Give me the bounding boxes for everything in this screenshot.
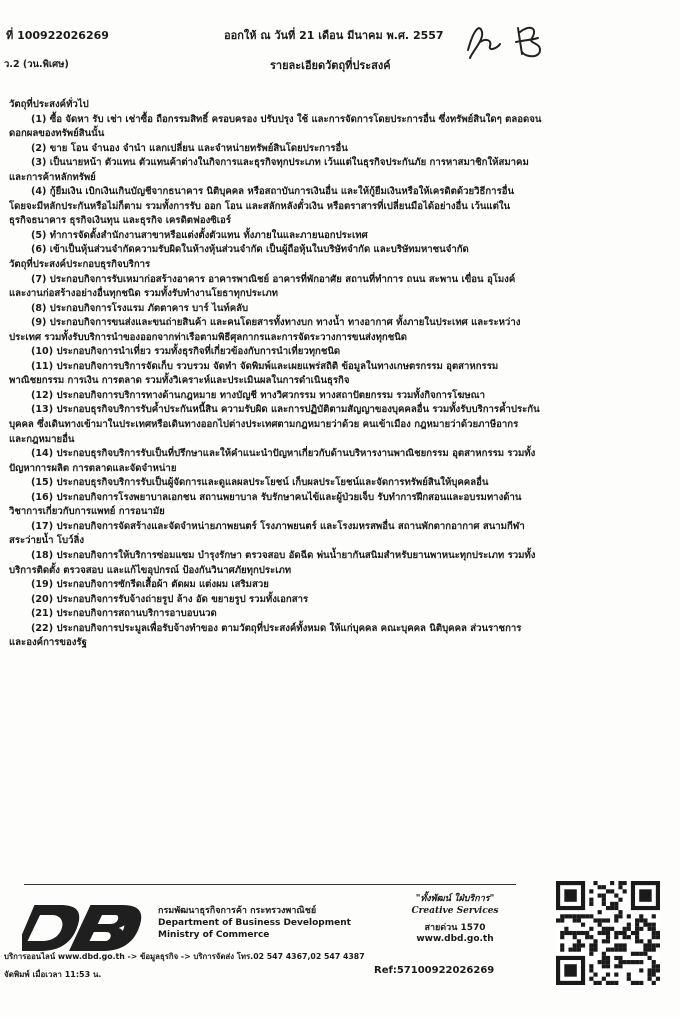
objectives-text [9,98,665,651]
page-title: รายละเอียดวัตถุที่ประสงค์ [270,59,391,72]
ministry-english: Ministry of Commerce [158,930,270,940]
objective-item-continuation: สระว่ายน้ำ โบว์ลิ่ง [9,535,85,547]
objective-item: (6) เข้าเป็นหุ้นส่วนจำกัดความรับผิดในห้างหุ้นส่วนจำกัด เป็นผู้ถือหุ้นในบริษัทจำกัด และบริษัทมหาชนจำกัด [31,244,469,256]
objective-item-continuation: ดอกผลของทรัพย์สินนั้น [9,128,105,140]
objective-item-continuation: ปัญหาการผลิต การตลาดและจัดจำหน่าย [9,462,177,474]
objective-item: (5) ทำการจัดตั้งสำนักงานสาขาหรือแต่งตั้งตัวแทน ทั้งภายในและภายนอกประเทศ [31,229,368,241]
slogan-english: Creative Services [411,906,499,916]
business-objectives-list [9,273,665,651]
objective-item: (18) ประกอบกิจการให้บริการซ่อมแซม บำรุงรักษา ตรวจสอบ อัดฉีด พ่นน้ำยากันสนิมสำหรับยานพาหนะทุกประเภท รวมทั้ง [31,549,536,561]
objective-item-continuation: พาณิชยกรรม การเงิน การตลาด รวมทั้งวิเคราะห์และประเมินผลในการดำเนินธุรกิจ [9,375,350,387]
objective-item: (22) ประกอบกิจการประมูลเพื่อรับจ้างทำของ ตามวัตถุที่ประสงค์ทั้งหมด ให้แก่บุคคล คณะบุคคล นิติบุคคล ส่วนราชการ [31,622,522,634]
objective-item: (9) ประกอบกิจการขนส่งและขนถ่ายสินค้า และคนโดยสารทั้งทางบก ทางน้ำ ทางอากาศ ทั้งภายในประเทศ และระหว่าง [31,317,521,329]
slogan-thai: "ทั้งพัฒน์ ใฝ่บริการ" [415,894,495,904]
objective-item-continuation: และกฎหมายอื่น [9,433,75,445]
slogan-block [385,893,525,917]
section-heading-business: วัตถุที่ประสงค์ประกอบธุรกิจบริการ [9,259,151,271]
objective-item: (7) ประกอบกิจการรับเหมาก่อสร้างอาคาร อาคารพาณิชย์ อาคารที่พักอาศัย สถานที่ทำการ ถนน สะพาน เขื่อน อุโมงค์ [31,273,516,285]
objective-item: (4) กู้ยืมเงิน เบิกเงินเกินบัญชีจากธนาคาร นิติบุคคล หรือสถาบันการเงินอื่น และให้กู้ยืมเงินหรือให้เครดิตด้วยวิธีการอื่น [31,186,515,198]
issue-date: ออกให้ ณ วันที่ 21 เดือน มีนาคม พ.ศ. 2557 [224,29,444,42]
department-english: Department of Business Development [158,918,351,928]
handwritten-signature-icon [460,18,560,64]
form-code: ว.2 (วน.พิเศษ) [4,59,69,70]
department-thai: กรมพัฒนาธุรกิจการค้า กระทรวงพาณิชย์ [158,906,317,916]
section-heading-general: วัตถุที่ประสงค์ทั่วไป [9,99,89,110]
objective-item: (3) เป็นนายหน้า ตัวแทน ตัวแทนค้าต่างในกิจการและธุรกิจทุกประเภท เว้นแต่ในธุรกิจประกันภัย การหาสมาชิกให้สมาคม [31,157,529,169]
reference-code: Ref:57100922026269 [374,965,495,976]
objective-item-continuation: ธุรกิจธนาคาร ธุรกิจเงินทุน และธุรกิจ เครดิตฟองซิเอร์ [9,215,231,227]
objective-item: (12) ประกอบกิจการบริการทางด้านกฎหมาย ทางบัญชี ทางวิศวกรรม ทางสถาปัตยกรรม รวมทั้งกิจการโฆษณา [31,389,485,401]
objective-item: (20) ประกอบกิจการรับจ้างถ่ายรูป ล้าง อัด ขยายรูป รวมทั้งเอกสาร [31,593,309,605]
reference-number: ที่ 100922026269 [6,29,109,42]
dbd-logo-icon [22,899,150,957]
objective-item: (8) ประกอบกิจการโรงแรม ภัตตาคาร บาร์ ไนท์คลับ [31,302,249,314]
objective-item: (14) ประกอบธุรกิจบริการรับเป็นที่ปรึกษาและให้คำแนะนำปัญหาเกี่ยวกับด้านบริหารงานพาณิชยกรรม อุตสาหกรรม รวมทั้ง [31,448,536,460]
objective-item-continuation: และองค์การของรัฐ [9,637,87,649]
objective-item-continuation: บริการติดตั้ง ตรวจสอบ และแก้ไขอุปกรณ์ ป้องกันวินาศภัยทุกประเภท [9,564,292,576]
objective-item-continuation: บุคคล ซึ่งเดินทางเข้ามาในประเทศหรือเดินทางออกไปต่างประเทศตามกฎหมายว่าด้วย คนเข้าเมือง กฎหมายว่าด้วยภาษีอากร [9,419,519,431]
department-block [158,905,351,941]
general-objectives-list [9,113,665,258]
objective-item-continuation: ประเทศ รวมทั้งรับบริการนำของออกจากท่าเรือตามพิธีศุลกากรและการจัดระวางการขนส่งทุกชนิด [9,331,408,343]
qr-code-icon [556,881,660,985]
online-service-line: บริการออนไลน์ www.dbd.go.th -> ข้อมูลธุรกิจ -> บริการจัดส่ง โทร.02 547 4367,02 547 4387 [4,952,365,961]
print-time: จัดพิมพ์ เมื่อเวลา 11:53 น. [4,970,102,979]
objective-item-continuation: โดยจะมีหลักประกันหรือไม่ก็ตาม รวมทั้งการรับ ออก โอน และสลักหลังตั๋วเงิน หรือตราสารที่เปลี่ยนมือได้อย่างอื่น เว้นแต่ใน [9,200,511,212]
objective-item: (19) ประกอบกิจการซักรีดเสื้อผ้า ตัดผม แต่งผม เสริมสวย [31,579,269,591]
objective-item: (16) ประกอบกิจการโรงพยาบาลเอกชน สถานพยาบาล รับรักษาคนไข้และผู้ป่วยเจ็บ รับทำการฝึกสอนและอบรมทางด้าน [31,491,522,503]
objective-item: (10) ประกอบกิจการนำเที่ยว รวมทั้งธุรกิจที่เกี่ยวข้องกับการนำเที่ยวทุกชนิด [31,346,341,358]
objective-item: (11) ประกอบกิจการบริการจัดเก็บ รวบรวม จัดทำ จัดพิมพ์และเผยแพร่สถิติ ข้อมูลในทางเกษตรกรรม อุตสาหกรรม [31,360,499,372]
objective-item-continuation: และการค้าหลักทรัพย์ [9,171,96,183]
objective-item: (21) ประกอบกิจการสถานบริการอาบอบนวด [31,608,217,620]
objective-item: (13) ประกอบธุรกิจบริการรับค้ำประกันหนี้สิน ความรับผิด และการปฏิบัติตามสัญญาของบุคคลอื่น รวมทั้งรับบริการค้ำประกัน [31,404,540,416]
hotline-text: สายด่วน 1570 www.dbd.go.th [416,923,494,944]
objective-item: (1) ซื้อ จัดหา รับ เช่า เช่าซื้อ ถือกรรมสิทธิ์ ครอบครอง ปรับปรุง ใช้ และการจัดการโดยประการอื่น ซึ่งทรัพย์สินใดๆ ตลอดจน [31,113,542,125]
logo-text: DBD [22,899,25,900]
objective-item: (2) ขาย โอน จำนอง จำนำ แลกเปลี่ยน และจำหน่ายทรัพย์สินโดยประการอื่น [31,142,348,154]
objective-item: (15) ประกอบธุรกิจบริการรับเป็นผู้จัดการและดูแลผลประโยชน์ เก็บผลประโยชน์และจัดการทรัพย์สินให้บุคคลอื่น [31,477,489,489]
objective-item-continuation: วิชาการเกี่ยวกับการแพทย์ การอนามัย [9,506,165,518]
objective-item-continuation: และงานก่อสร้างอย่างอื่นทุกชนิด รวมทั้งรับทำงานโยธาทุกประเภท [9,288,278,300]
objective-item: (17) ประกอบกิจการจัดสร้างและจัดจำหน่ายภาพยนตร์ โรงภาพยนตร์ และโรงมหรสพอื่น สถานพักตากอากาศ สนามกีฬา [31,520,525,532]
footer-divider [24,884,516,885]
